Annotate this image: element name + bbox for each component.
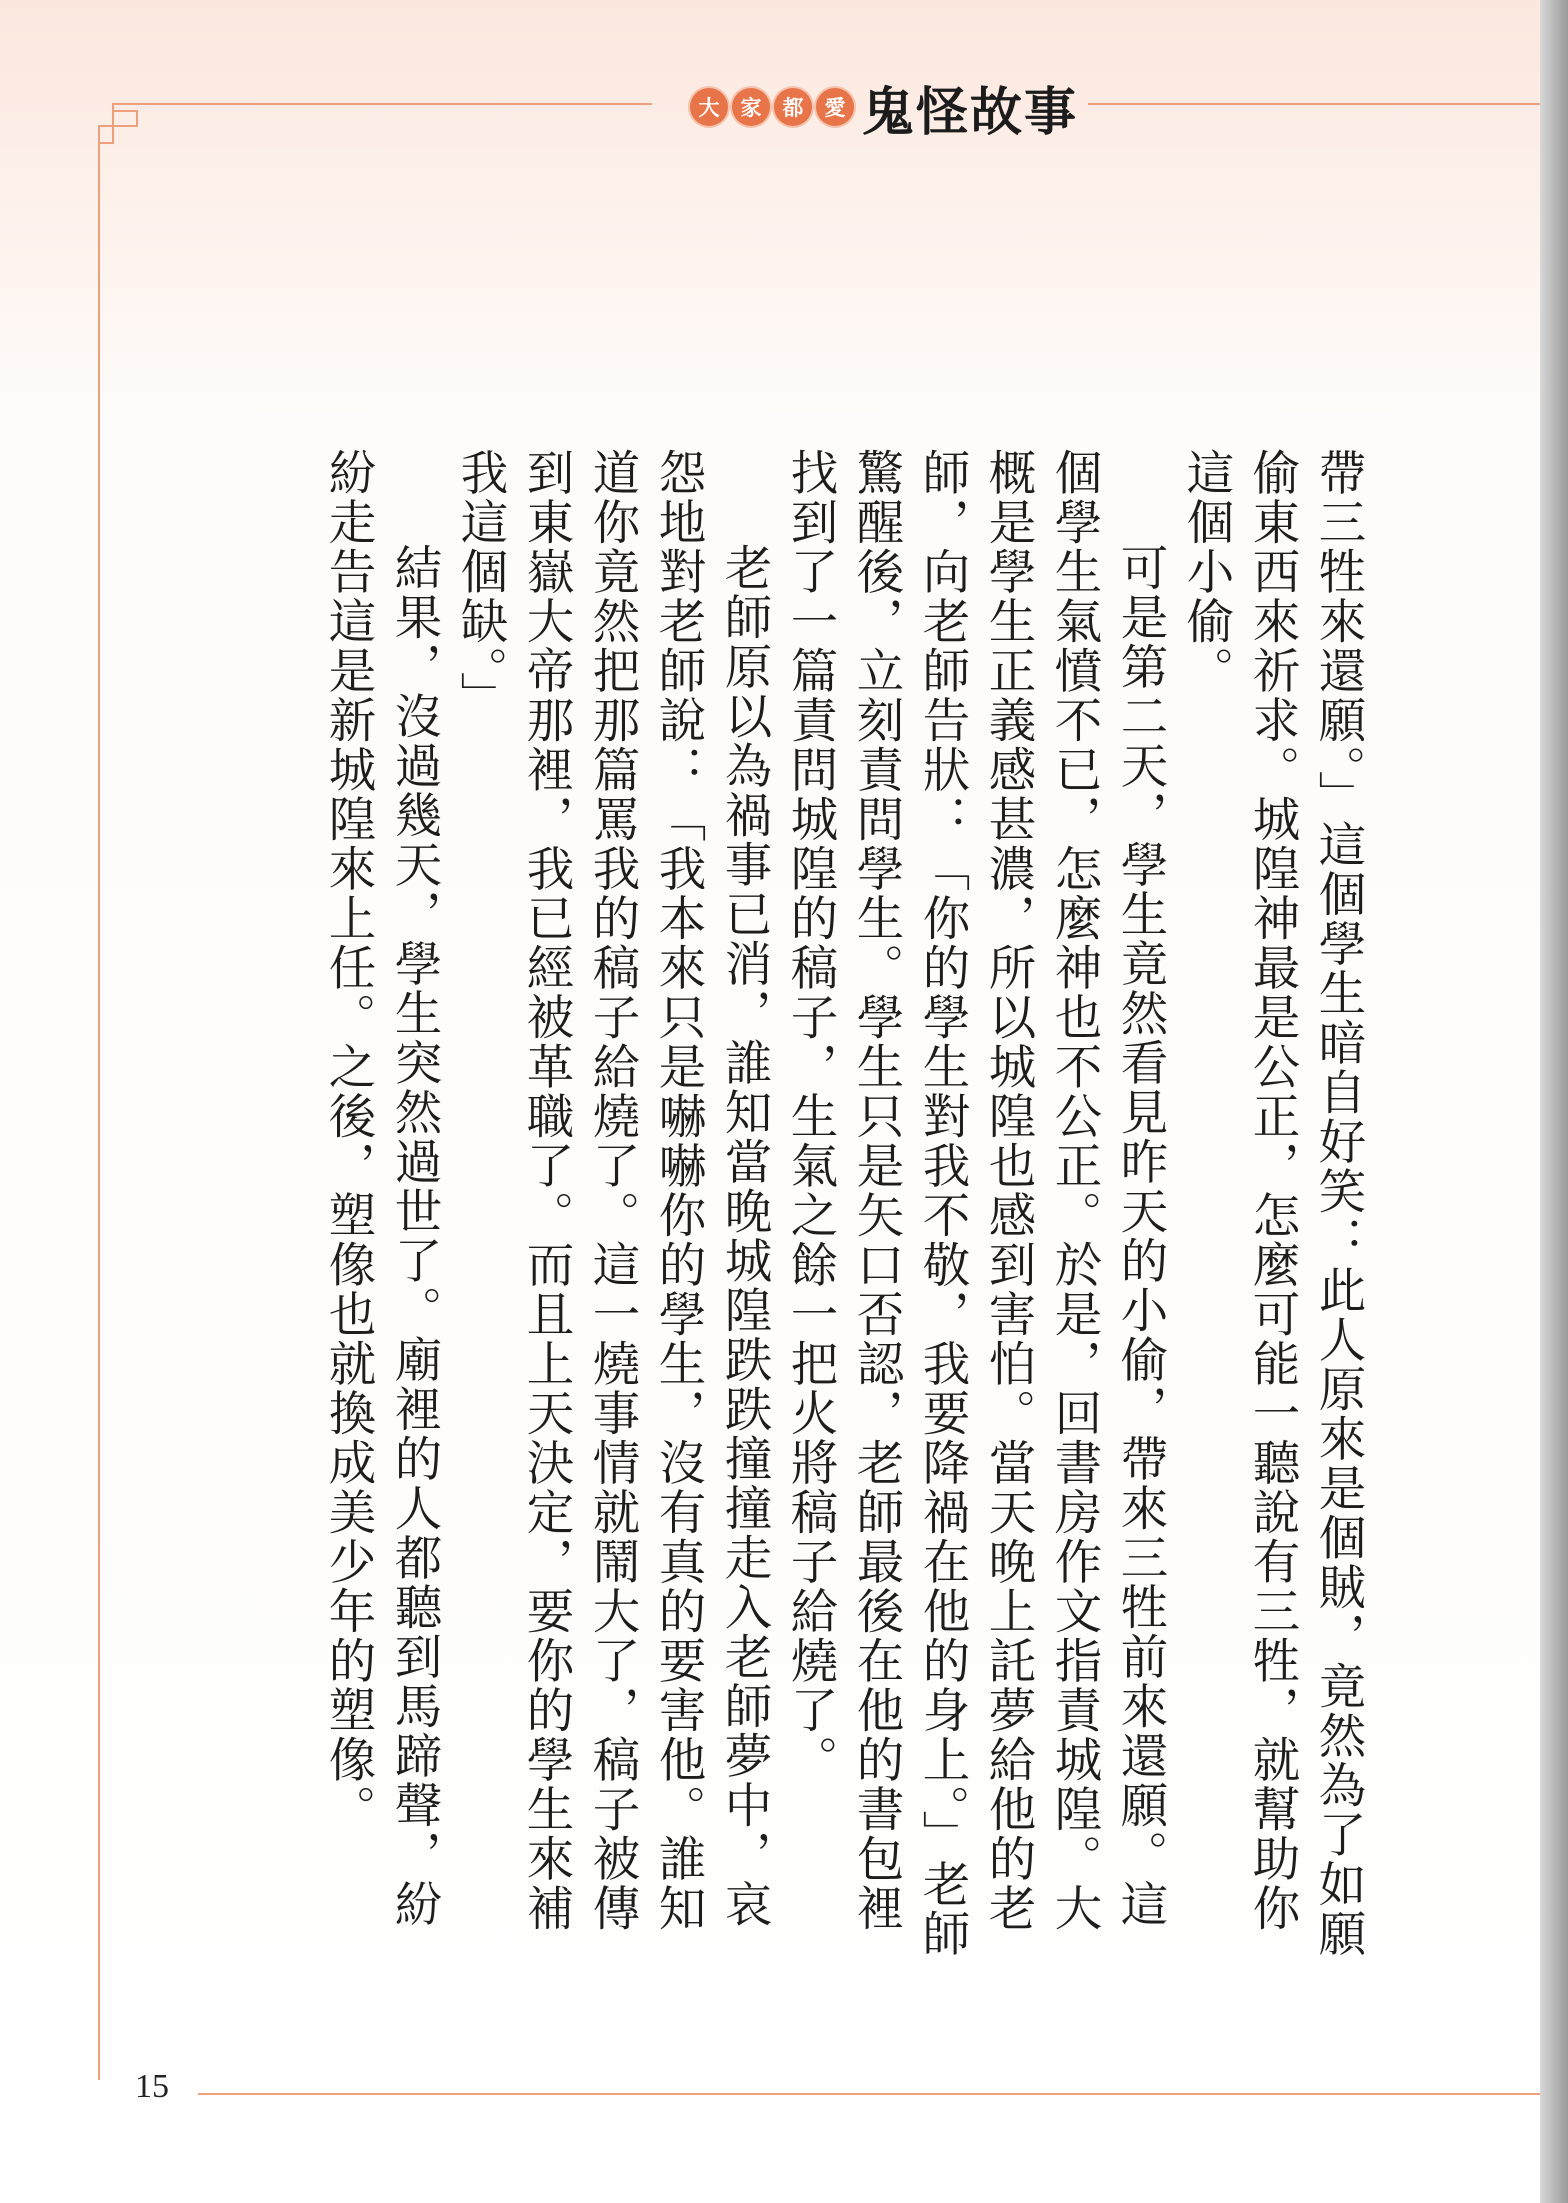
frame-corner-v1 (112, 103, 114, 143)
frame-corner-h1 (112, 110, 136, 112)
series-char-2: 家 (732, 88, 770, 126)
frame-corner-v2 (136, 110, 138, 127)
series-char-3: 都 (774, 88, 812, 126)
series-badge (690, 88, 854, 126)
paragraph-4: 結果，沒過幾天，學生突然過世了。廟裡的人都聽到馬蹄聲，紛紛走告這是新城隍來上任。之後，塑像也就換成美少年的塑像。 (320, 448, 441, 1929)
frame-left-rule (98, 125, 100, 2080)
paragraph-2: 可是第二天，學生竟然看見昨天的小偷，帶來三牲前來還願。這個學生氣憤不已，怎麼神也不公正。於是，回書房作文指責城隍。大概是學生正義感甚濃，所以城隍也感到害怕。當天晚上託夢給他的老師，向老師告狀：「你的學生對我不敬，我要降禍在他的身上。」老師驚醒後，立刻責問學生。學生只是矢口否認，老師最後在他的書包裡找到了一篇責問城隍的稿子，生氣之餘一把火將稿子給燒了。 (782, 448, 1167, 1959)
page-number: 15 (135, 2068, 169, 2105)
series-char-1: 大 (690, 88, 728, 126)
frame-bottom-rule (198, 2093, 1540, 2095)
frame-top-rule-left (112, 103, 652, 105)
frame-top-rule-right (1088, 103, 1540, 105)
book-title: 鬼怪故事 (862, 82, 1079, 143)
story-text (314, 448, 1370, 1968)
paragraph-1: 帶三牲來還願。」這個學生暗自好笑：此人原來是個賊，竟然為了如願偷東西來祈求。城隍神最是公正，怎麼可能一聽說有三牲，就幫助你這個小偷。 (1178, 448, 1365, 1959)
frame-corner-h2 (98, 125, 136, 127)
book-spine-shadow (1540, 0, 1568, 2203)
series-char-4: 愛 (816, 88, 854, 126)
paragraph-3: 老師原以為禍事已消，誰知當晚城隍跌跌撞撞走入老師夢中，哀怨地對老師說：「我本來只是嚇嚇你的學生，沒有真的要害他。誰知道你竟然把那篇罵我的稿子給燒了。這一燒事情就鬧大了，稿子被傳到東嶽大帝那裡，我已經被革職了。而且上天決定，要你的學生來補我這個缺。」 (452, 448, 771, 1933)
frame-corner-h3 (98, 142, 114, 144)
running-header (690, 72, 1078, 142)
